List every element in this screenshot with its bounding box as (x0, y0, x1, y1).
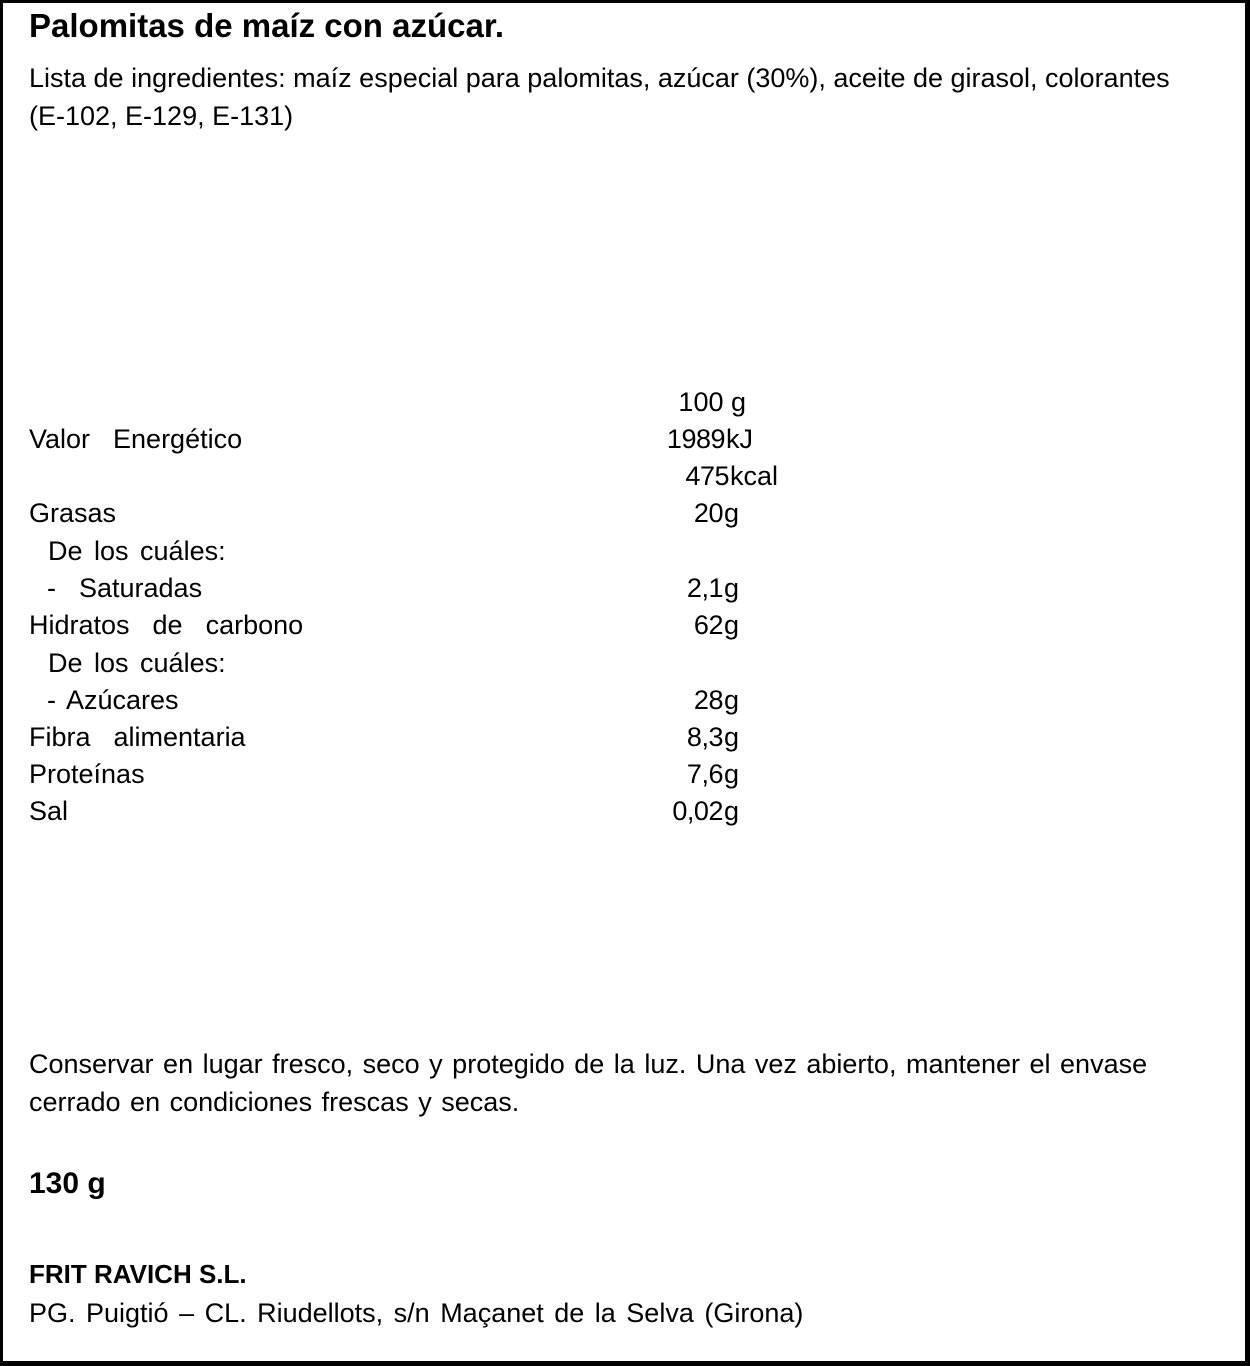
nutrient-sublabel: De los cuáles: (48, 648, 226, 678)
nutrient-value: 0,02g (672, 796, 739, 826)
nutrient-label: Grasas (29, 498, 117, 528)
nutrient-value: 28g (693, 685, 739, 715)
nutrient-value: 1989kJ (666, 424, 753, 454)
manufacturer-name: FRIT RAVICH S.L. (29, 1259, 247, 1289)
nutrient-value: 8,3g (686, 722, 739, 752)
nutrient-value: 475kcal (685, 461, 778, 491)
nutrition-row-saturated (3, 573, 1250, 610)
nutrient-label: Sal (29, 796, 69, 826)
ingredients-list: Lista de ingredientes: maíz especial para palomitas, azúcar (30%), aceite de girasol, colorantes (E-102, E-129, E-131) (29, 63, 1170, 131)
nutrient-value: 20g (693, 498, 739, 528)
nutrient-value: 2,1g (686, 573, 739, 603)
nutrition-row-sugars (3, 685, 1250, 722)
nutrition-row-fat-subheading (3, 536, 1250, 573)
nutrition-header: 100 g (678, 387, 746, 417)
nutrition-header-row (3, 387, 1250, 424)
nutrition-row-carbohydrates (3, 610, 1250, 647)
nutrition-row-carb-subheading (3, 648, 1250, 685)
nutrition-row-energy-kj (3, 424, 1250, 461)
nutrient-value: 7,6g (686, 759, 739, 789)
nutrient-label: Hidratos de carbono (29, 610, 304, 640)
nutrition-row-protein (3, 759, 1250, 796)
nutrient-label: Proteínas (29, 759, 145, 789)
nutrition-row-fiber (3, 722, 1250, 759)
nutrition-row-salt (3, 796, 1250, 833)
product-title: Palomitas de maíz con azúcar. (29, 7, 505, 44)
net-weight: 130 g (29, 1167, 106, 1200)
nutrition-row-energy-kcal (3, 461, 1250, 498)
nutrient-label: - Saturadas (47, 573, 203, 603)
nutrient-label: Fibra alimentaria (29, 722, 246, 752)
nutrition-row-fat (3, 498, 1250, 535)
storage-instructions: Conservar en lugar fresco, seco y protegido de la luz. Una vez abierto, mantener el envase cerrado en condiciones frescas y secas. (29, 1049, 1148, 1117)
nutrient-sublabel: De los cuáles: (48, 536, 226, 566)
nutrient-value: 62g (693, 610, 739, 640)
manufacturer-address: PG. Puigtió – CL. Riudellots, s/n Maçanet de la Selva (Girona) (29, 1298, 804, 1328)
nutrient-label: - Azúcares (47, 685, 179, 715)
nutrient-label: Valor Energético (29, 424, 243, 454)
